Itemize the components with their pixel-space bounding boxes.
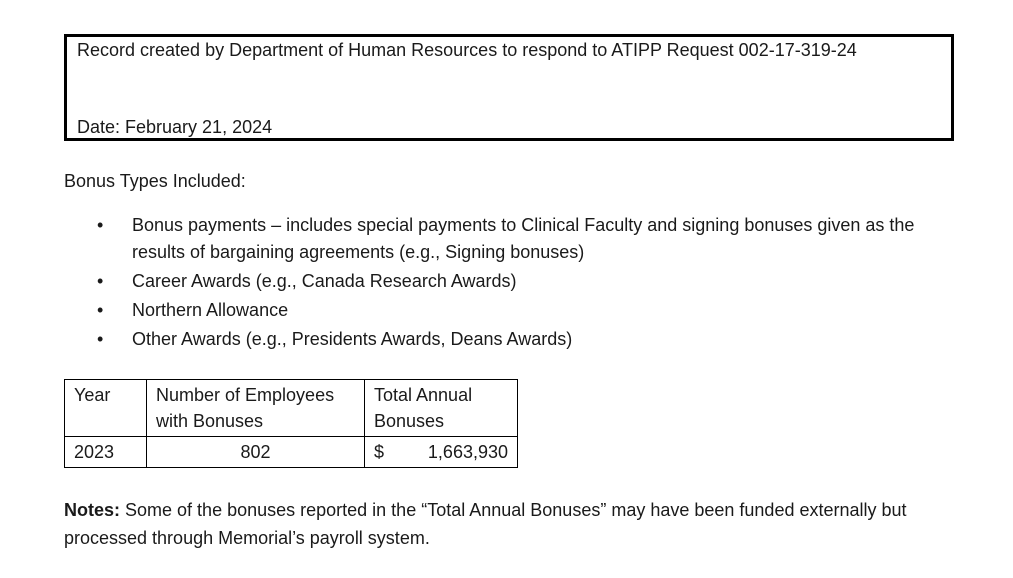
notes-text: Some of the bonuses reported in the “Total Annual Bonuses” may have been funded externally but processed through Memorial’s payroll system.: [64, 500, 907, 548]
cell-total: [365, 437, 518, 468]
record-description: Record created by Department of Human Resources to respond to ATIPP Request 002-17-319-24: [77, 40, 857, 60]
table-row: [65, 437, 518, 468]
table-header-row: [65, 380, 518, 437]
header-employees: Number of Employees with Bonuses: [147, 380, 365, 437]
header-year: Year: [65, 380, 147, 437]
list-item: [64, 326, 964, 353]
bullet-icon: •: [97, 271, 104, 291]
cell-employees: 802: [147, 437, 365, 468]
notes-label: Notes:: [64, 500, 121, 520]
cell-year: 2023: [65, 437, 147, 468]
bullet-icon: •: [97, 329, 104, 349]
bonus-types-list: [64, 212, 964, 355]
notes-paragraph: [64, 496, 964, 552]
bonus-types-heading: Bonus Types Included:: [64, 171, 246, 191]
record-date: Date: February 21, 2024: [77, 117, 273, 137]
list-item: [64, 297, 964, 324]
bullet-icon: •: [97, 300, 104, 320]
bullet-icon: •: [97, 215, 104, 235]
bonus-type-label: Bonus payments – includes special payments to Clinical Faculty and signing bonuses given as the results of bargaining agreements (e.g., Signing bonuses): [132, 215, 915, 262]
list-item: [64, 268, 964, 295]
bonus-type-label: Other Awards (e.g., Presidents Awards, Deans Awards): [132, 329, 573, 349]
total-amount: 1,663,930: [427, 442, 508, 462]
list-item: [64, 212, 964, 266]
bonus-type-label: Career Awards (e.g., Canada Research Awards): [132, 271, 517, 291]
header-total: Total Annual Bonuses: [365, 380, 518, 437]
currency-symbol: $: [374, 442, 385, 462]
record-header-box: [64, 34, 954, 141]
bonus-type-label: Northern Allowance: [132, 300, 289, 320]
bonus-summary-table: [64, 379, 518, 468]
